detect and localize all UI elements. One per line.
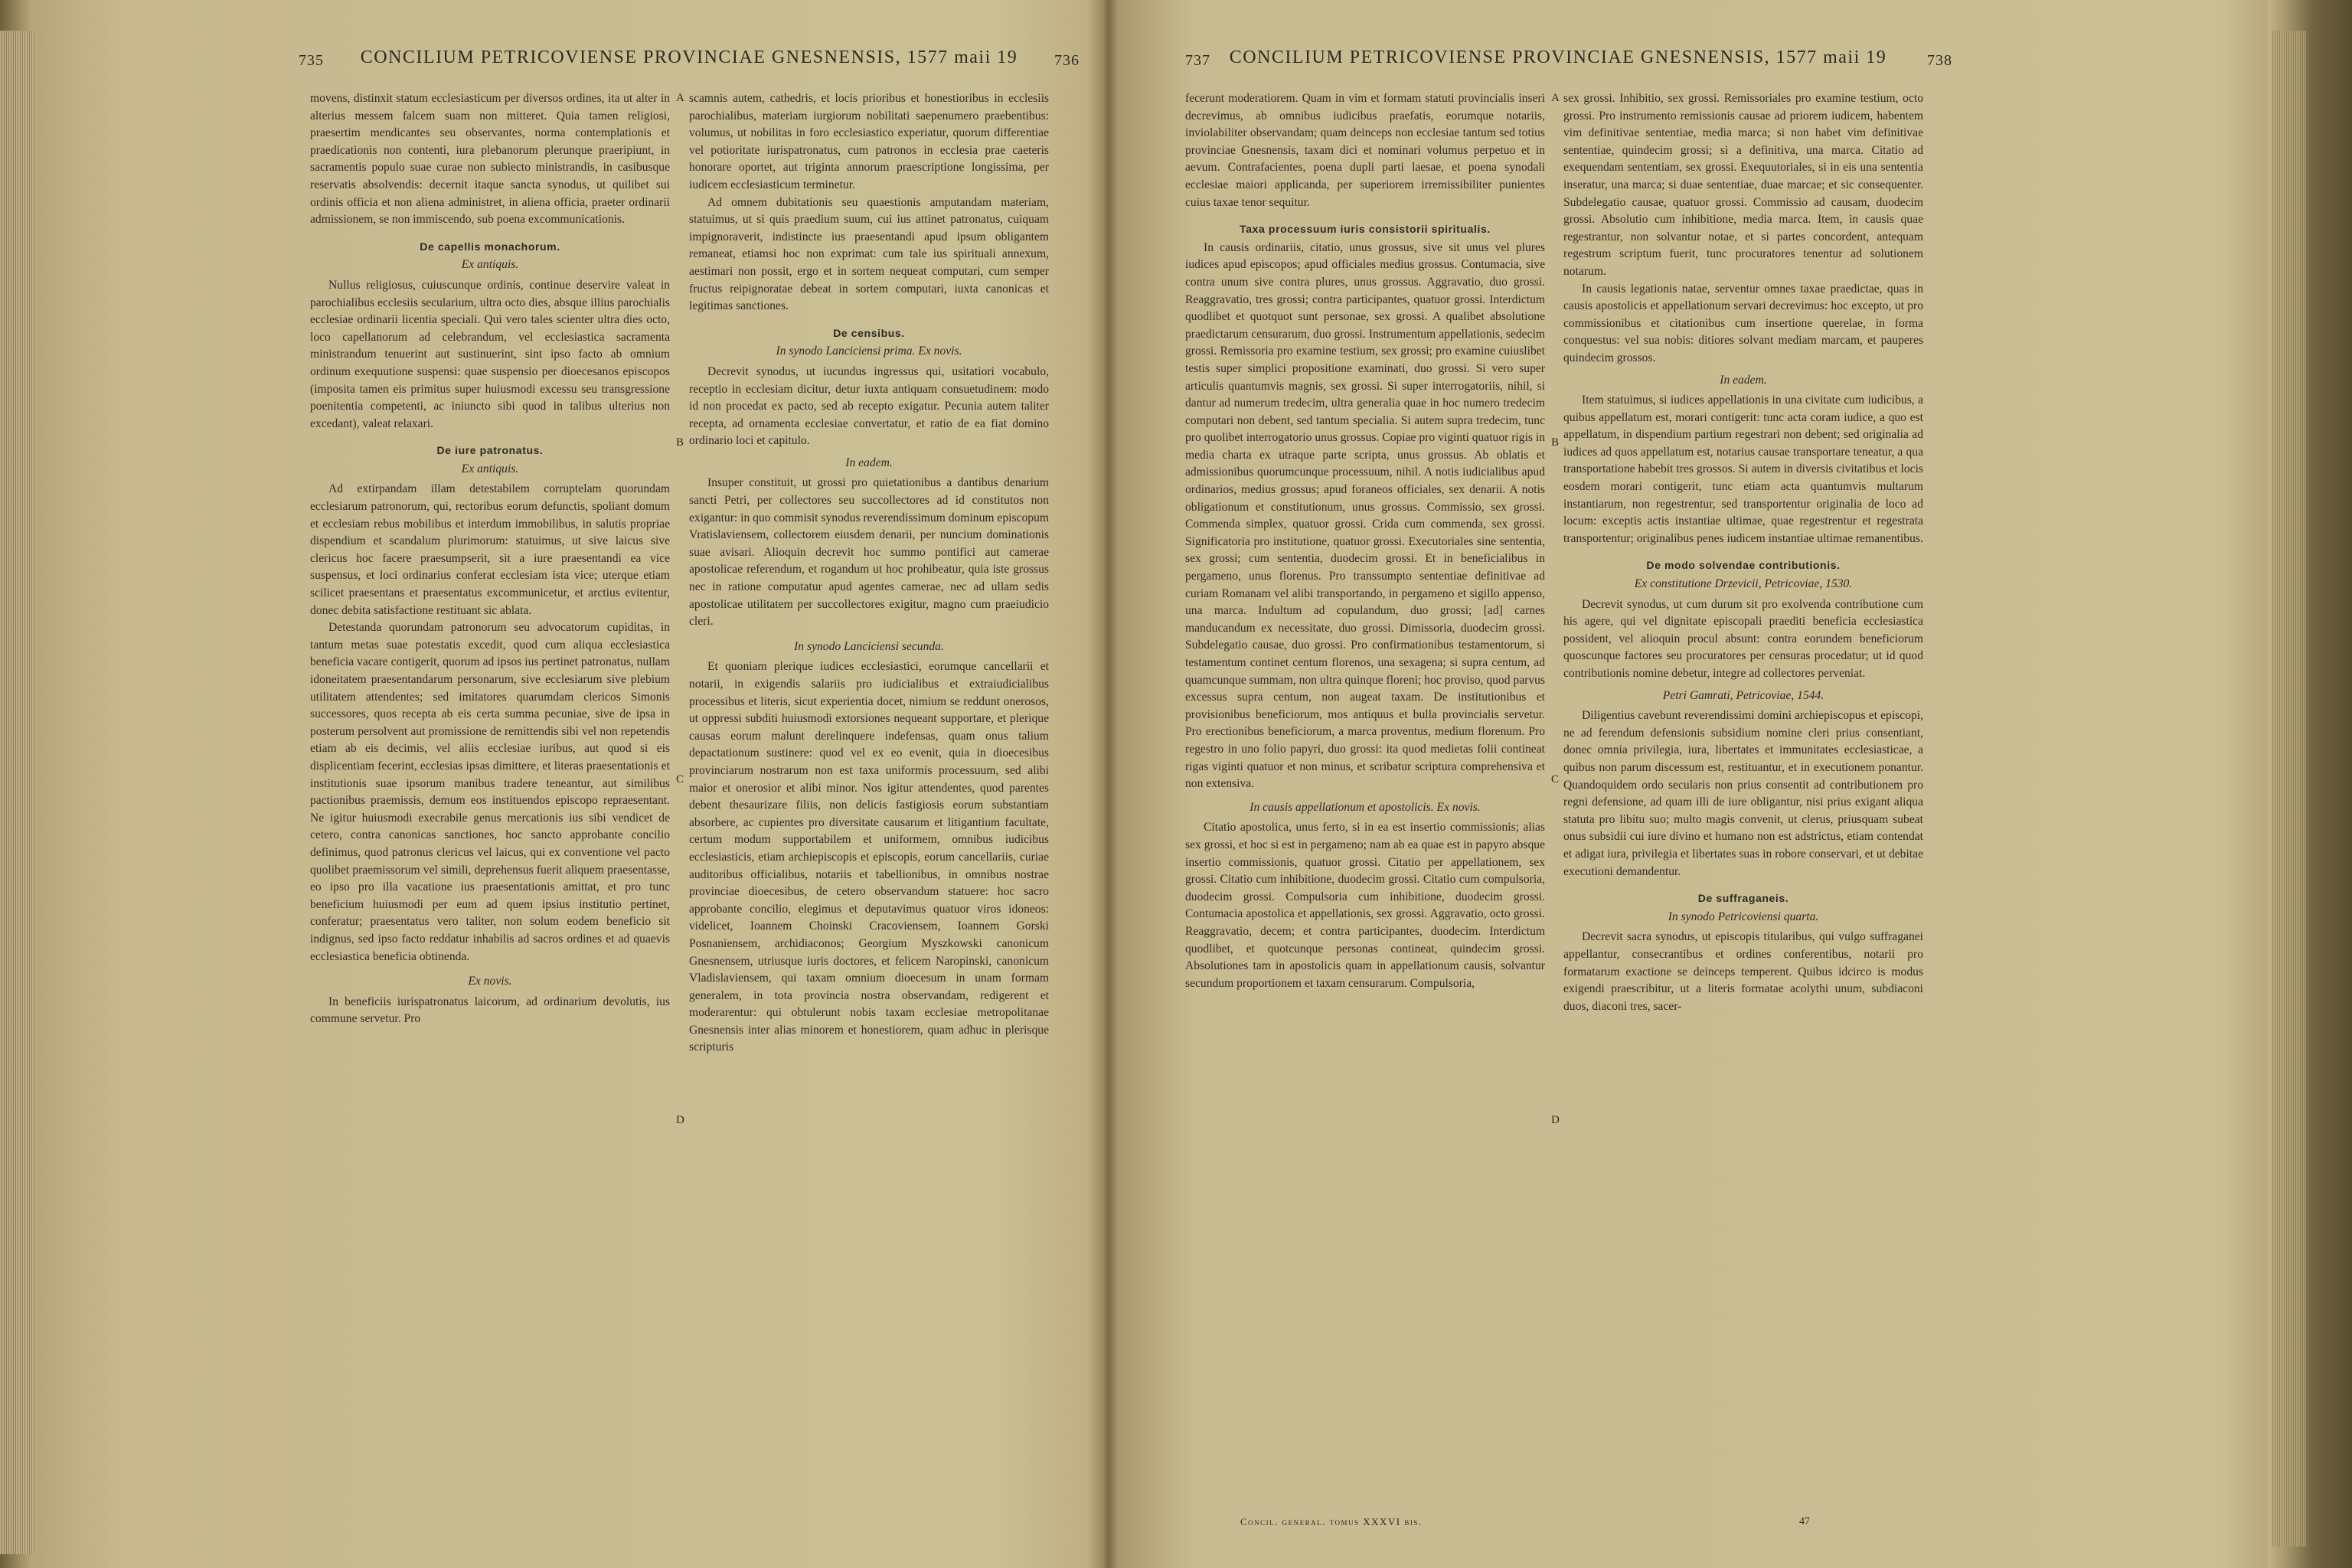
section-source: In causis appellationum et apostolicis. Ex novis. (1250, 800, 1481, 814)
paragraph: Decrevit sacra synodus, ut episcopis titularibus, qui vulgo suffraganei appellantur, consecrantibus et ordines conferentibus, notarii pro formatarum exactione se deinceps temperent. Quibus idcirco is modus exigendi praescribitur, ut a literis formatae acolythi unum, subdiaconi duos, diaconi tres, sacer- (1563, 930, 1923, 1013)
paragraph: Citatio apostolica, unus ferto, si in ea est insertio commissionis; alias sex grossi, et hoc si est in pergameno; nam ab ea quae est in papyro absque insertio commissionis, quatuor grossi. Citatio per appellationem, sex grossi. Citatio cum inhibitione, duodecim grossi. Citatio cum compulsoria, duodecim grossi. Compulsoria cum inhibitione, duodecim grossi. Contumacia apostolica et appellationis, sex grossi. Aggravatio, octo grossi. Reaggravatio, decem; et contra participantes, duodecim. Interdictum quodlibet, et quotcunque personas contineat, quindecim grossi. Absolutiones tam in apostolicis quam in appellationum causis, solvantur secundum proportionem et taxam censurarum. Compulsoria, (1185, 821, 1545, 990)
right-page (1164, 0, 1952, 1568)
section-heading: De modo solvendae contributionis. (1646, 559, 1841, 572)
page-number: 736 (1054, 52, 1080, 69)
section-source: In eadem. (1720, 373, 1767, 387)
left-page-header (299, 47, 1080, 81)
left-page-edges (0, 31, 35, 1554)
paragraph: In beneficiis iurispatronatus laicorum, ad ordinarium devolutis, ius commune servetur. Pro (310, 995, 670, 1026)
paragraph: In causis legationis natae, serventur omnes taxae praedictae, quas in causis apostolicis et appellationum servari decrevimus: hoc excepto, ut pro commissionibus et citationibus cum insertione querelae, in forma conquestus: vel sua nobis: ditiores solvant mediam marcam, et pauperes quindecim grossos. (1563, 282, 1923, 364)
section-heading: De suffraganeis. (1697, 892, 1789, 905)
section-heading: De iure patronatus. (436, 444, 544, 457)
section-source: Ex antiquis. (461, 462, 519, 475)
section-source: Ex antiquis. (461, 258, 519, 272)
footer-sheet-number: 47 (1799, 1516, 1810, 1527)
paragraph: Diligentius cavebunt reverendissimi domini archiepiscopus et episcopi, ne ad ferendum defensionis subsidium nomine cleri prius consentiant, donec omnia privilegia, iura, libertates et immunitates ecclesiasticae, a quibus non parum discessum est, restituantur, et in executionem ponantur. Quandoquidem ordo secularis non prius consentit ad contributionem pro regni defensione, ad quam illi de iure obligantur, nisi prius exigant aliqua statuta pro libitu suo; multo magis convenit, ut clerus, priusquam subeat onus subsidii cui iure divino et humano non est adstrictus, etiam contendat et adigat iura, privilegia et libertates suas in robore conservari, et ut debitae executioni demandentur. (1563, 709, 1923, 878)
running-title: CONCILIUM PETRICOVIENSE PROVINCIAE GNESNENSIS, 1577 maii 19 (360, 47, 1018, 67)
paragraph: Insuper constituit, ut grossi pro quietationibus a dantibus denarium sancti Petri, per collectores seu succollectores ad id constitutos non exigantur: in quo commisit synodus reverendissimum dominum episcopum Vratislaviensem, collectorem eiusdem denarii, per nuncium dominationis suae avisari. Alioquin decrevit hoc summo pontifici aut camerae apostolicae referendum, et rogandum ut hoc prohibeatur, quia iste grossus nec in ratione computatur apud agentes camerae, nec ad ullam sedis apostolicae utilitatem per succollectores exigitur, magno cum praeiudicio cleri. (689, 476, 1049, 629)
section-source: Ex constitutione Drzevicii, Petricoviae, 1530. (1634, 577, 1853, 591)
margin-marker-a: A (676, 92, 684, 104)
running-title: CONCILIUM PETRICOVIENSE PROVINCIAE GNESNENSIS, 1577 maii 19 (1229, 47, 1887, 67)
paragraph: sex grossi. Inhibitio, sex grossi. Remissoriales pro examine testium, octo grossi. Pro instrumento remissionis causae ad priorem iudicem, habentem vim definitivae sententiae, media marca; si non habet vim definitivae sententiae, quindecim grossi; si a definitiva, una marca. Citatio ad exequendam sententiam, sex grossi. Exequutoriales, si in eis una sententia inseratur, una marca; si duae sententiae, duae marcae; et sic consequenter. Subdelegatio causae, quatuor grossi. Commissio ad causam, duodecim grossi. Absolutio cum inhibitione, media marca. Item, in causis quae regestrantur, non solvantur notae, et si partes concordent, antequam regestrum scriptum fuerit, tunc procuratores tenentur ad solutionem notarum. (1563, 92, 1923, 278)
text-column-1 (310, 90, 670, 1028)
section-source: In synodo Lanciciensi secunda. (794, 639, 944, 653)
margin-marker-b: B (676, 436, 684, 449)
section-source: Ex novis. (468, 975, 512, 988)
paragraph: movens, distinxit statum ecclesiasticum per diversos ordines, ita ut alter in alterius messem falcem suam non mitteret. Quia tamen religiosi, praesertim mendicantes seu observantes, norma contemplationis et praedicationis non contenti, iura plebanorum plerunque praeripiunt, in sacramentis populo suae curae non subiecto ministrandis, in casibusque reservatis absolvendis: decernit itaque sancta synodus, ut quilibet sui ordinis officia et non aliena administret, in aliena officia, praeter ordinarii admissionem, se non immiscendo, sub poena excommunicationis. (310, 92, 670, 227)
section-source: In synodo Lanciciensi prima. Ex novis. (776, 345, 962, 358)
text-column-2 (1563, 90, 1923, 1015)
section-heading: De censibus. (833, 326, 905, 339)
paragraph: In causis ordinariis, citatio, unus grossus, sive sit unus vel plures iudices apud episcopos; apud officiales medius grossus. Contumacia, sive contra unum sive contra plures, unus grossus. Aggravatio, duo grossi. Reaggravatio, tres grossi; contra participantes, quatuor grossi. Interdictum quodlibet et quotquot sunt personae, sex grossi. A qualibet absolutione praedictarum censurarum, duo grossi. Instrumentum appellationis, sedecim grossi. Remissoria pro examine testium, sex grossi; pro examine cuiuslibet testis super simplici propositione examinati, duo grossi. Si vero super articulis quantumvis magnis, sex grossi. Si super interrogatoriis, nihil, si dantur ad numerum tredecim, ultra generalia quae in hoc numero tredecim computari non debent, sed tantum specialia. Si autem supra tredecim, tunc pro quolibet interrogatorio unus grossus. Copiae pro viginti quatuor rigis in media charta ex utraque parte scripta, unus grossus. Ab oblatis et admissionibus quorumcunque processuum, nihil. A notis iudicialibus apud ordinarios, medius grossus; apud foraneos officiales, sex denarii. A notis obligationum et constitutionum, unus grossus. Commissio, sex grossi. Commenda simplex, quatuor grossi. Crida cum commenda, sex grossi. Significatoria pro institutione, quatuor grossi. Executoriales sine sententia, sex grossi; cum sententia, duodecim grossi. Et in beneficialibus in pergameno, unus florenus. Pro transsumpto sententiae definitivae ad curiam Romanam vel alibi transportando, in pergameno et sigillo appenso, una marca. Indultum ad copulandum, duo grossi; [ad] carnes manducandum ex necessitate, duo grossi. Dimissoria, duodecim grossi. Subdelegatio causae, duo grossi. Pro confirmationibus testamentorum, si testamentum continet centum florenos, una sexagena; si supra centum, ad quamcunque summam, non ultra quinque floreni; hoc proviso, quod parvus excessus supra centum, non augeat taxam. De institutionibus et provisionibus beneficiorum, mos antiquus et bulla provincialis servetur. Pro erectionibus beneficiorum, a marca proventus, medium florenum. Pro regestro in uno folio papyri, duo grossi: ita quod medietas folii contineat rigas viginti quatuor et non minus, et scribatur scriptura comprehensiva et non extensiva. (1185, 240, 1545, 791)
paragraph: scamnis autem, cathedris, et locis prioribus et honestioribus in ecclesiis parochialibus, materiam iurgiorum nobilitati saepenumero praebentibus: volumus, ut nobilitas in foro ecclesiastico experiatur, quorum differentiae vel potioritate iurispatronatus, cum patronos in ecclesia prae caeteris honorare oportet, aut triginta annorum praescriptione longissima, per iudicem ecclesiasticum terminetur. (689, 92, 1049, 191)
paragraph: Nullus religiosus, cuiuscunque ordinis, continue deservire valeat in parochialibus ecclesiis secularium, ultra octo dies, absque illius parochialis ecclesiae ordinarii licentia speciali. Qui vero tales scienter ultra dies octo, loco capellanorum ad celebrandum, vel ecclesiastica sacramenta ministrandum tenuerint aut sustinuerint, sint ipso facto ab omnium ordinum exequutione suspensi: quae suspensio per dioecesanos episcopos (imposita tamen eis primitus super huiusmodi excessu seu transgressione poenitentia competenti, ac iniuncto sibi quod in talibus ulterius non excedant), valeat relaxari. (310, 278, 670, 430)
margin-marker-d: D (676, 1114, 684, 1126)
section-source: In synodo Petricoviensi quarta. (1668, 910, 1819, 923)
paragraph: Et quoniam plerique iudices ecclesiastici, eorumque cancellarii et notarii, in exigendis salariis pro iudicialibus et extraiudicialibus processibus et literis, sicut experientia docet, nimium se reddunt onerosos, ut oppressi subditi huiusmodi extorsiones nequeant supportare, et plerique causas eorum malunt derelinquere indefensas, quam onus talium depactationum sustinere: quod vel ex eo evenit, quia in dioecesibus provinciarum nostrarum non est taxa uniformis processuum, sed alibi maior et onerosior et alibi minor. Nos igitur attendentes, quod parentes debent thesaurizare filiis, non delicis fastigiosis eorum substantiam absorbere, ac cupientes pro diversitate causarum et litigantium facultate, certum modum supportabilem et uniformem, omnibus iudicibus ecclesiasticis, etiam archiepiscopis et episcopis, eorum cancellariis, curiae auditoribus officialibus, notariis et tabellionibus, in omnibus nostrae provinciae dioecesibus, de cetero observandum statuere: hoc sacro approbante concilio, elegimus et deputavimus quatuor viros idoneos: videlicet, Ioannem Choinski Cracoviensem, Ioannem Gorski Posnaniensem, archidiaconos; Georgium Myszkowski canonicum Gnesnensem, utriusque iuris doctores, et felicem Naropinski, canonicum Vladislaviensem, qui taxam omnium dioecesum in unam formam generalem, in tota provincia nostra observandam, redigerent et moderarentur: qui obtulerunt nobis taxam ecclesiae metropolitanae Gnesnensis inter alias minorem et honestiorem, quam adhuc in plerisque scripturis (689, 660, 1049, 1054)
section-heading: Taxa processuum iuris consistorii spiritualis. (1240, 223, 1491, 236)
left-page (299, 0, 1080, 1568)
margin-marker-c: C (1551, 773, 1560, 786)
page-number: 737 (1185, 52, 1210, 69)
paragraph: Ad extirpandam illam detestabilem corruptelam quorundam ecclesiarum patronorum, qui, rectoribus eorum defunctis, spoliant domum et ecclesiam rebus mobilibus et interdum immobilibus, in salutis propriae dispendium et scandalum plurimorum: statuimus, ut sive laicus sive clericus hoc facere praesumpserit, sit a iure praesentandi ea vice suspensus, et loci ordinarius conferat ecclesiam ista vice; uterque etiam scilicet praesentans et praesentatus excommunicetur, et arctius evitentur, donec debita satisfactione restituant sic ablata. (310, 482, 670, 617)
paragraph: Item statuimus, si iudices appellationis in una civitate cum iudicibus, a quibus appellatum est, morari contigerit: tunc acta coram iudice, a quo est appellatum, in dispendium partium regestrari non debent; sed originalia ad iudices ad quos appellatum est, notarius causae transportare teneatur, a qua transportatione habebit tres grossos. Si autem in diversis civitatibus et locis eosdem morari contigerit, tunc etiam acta quantumvis multarum instantiarum, non regestrentur, sed transportentur originalia de loco ad locum: exceptis actis instantiae ultimae, quae regestrentur et regestrata transportentur; originalibus penes iudicem instantiae ultimae remanentibus. (1563, 394, 1923, 545)
paragraph: Ad omnem dubitationis seu quaestionis amputandam materiam, statuimus, ut si quis praedium suum, cui ius attinet patronatus, cuiquam impignoraverit, indistincte ius praesentandi apud ipsum obligantem remaneat, etiamsi hoc non exprimat: cum tale ius spirituali annexum, aestimari non possit, ergo et in sortem nequeat computari, cum semper fructus reipignoratae debeat in sortem computari, iuxta canonicas et legitimas sanctiones. (689, 195, 1049, 313)
section-source: In eadem. (845, 456, 893, 469)
margin-marker-b: B (1551, 436, 1560, 449)
margin-marker-c: C (676, 773, 684, 786)
page-number: 735 (299, 52, 324, 69)
text-column-2 (689, 90, 1049, 1057)
right-page-edges (2271, 31, 2306, 1547)
text-column-1 (1185, 90, 1545, 992)
page-number: 738 (1927, 52, 1952, 69)
right-page-header (1164, 47, 1952, 81)
section-heading: De capellis monachorum. (420, 240, 560, 253)
paragraph: Decrevit synodus, ut cum durum sit pro exolvenda contributione cum his agere, qui vel dignitate episcopali praediti beneficia ecclesiastica possident, vel alioquin procul absunt: contra eorundem beneficiorum quoscunque factores seu procuratores per censuras procedatur; ut id quod contributionis nomine debetur, integre ad collectores perveniat. (1563, 597, 1923, 680)
paragraph: Detestanda quorundam patronorum seu advocatorum cupiditas, in tantum metas suae potestatis excedit, quod cum aliqua ecclesiastica beneficia vacare contigerit, quorum ad ipsos ius pertinet patronatus, nullam idoneitatem praesentandarum personarum, sive ecclesiarum sive plebium utilitatem attendentes; sed imitatores quarumdam clericos Simonis successores, quos recepta ab eis certa summa pecuniae, sive de ipsa in posterum persolvent aut promissione de remittendis sibi vel non repetendis etiam ab eis decimis, vel aliis ecclesiae iuribus, aut quod si eis displicentiam fecerint, ecclesias ipsas dimittere, et literas praesentationis et institutionis suae ipsorum manibus tradere teneantur, aut similibus pactionibus praemissis, demum eos instituendos episcopo repraesentant. Ne igitur huiusmodi execrabile genus mercationis ius sibi vendicet de cetero, contra canonicas sanctiones, hoc sancto approbante concilio definimus, quod patronus clericus vel laicus, qui ex conventione vel pacto quolibet praemissorum vel simili, deprehensus fuerit aliquem praesentasse, eo ipso pro illa vacatione ius praesentationis amittat, et pro tunc beneficium huiusmodi per eum ad quem ipsius institutio pertinet, conferatur; praesentatus vero taliter, non solum eodem beneficio sit indignus, sed ipso facto reddatur inhabilis ad sacros ordines et ad quaevis ecclesiastica beneficia obtinenda. (310, 621, 670, 963)
margin-marker-a: A (1551, 92, 1560, 104)
paragraph: Decrevit synodus, ut iucundus ingressus qui, usitatiori vocabulo, receptio in ecclesiam dicitur, detur iuxta antiquam consuetudinem: modo id non procedat ex pacto, sed ab recepto exigatur. Pecunia autem taliter recepta, ad ornamenta ecclesiae convertatur, et ratio de ea fiat domino ordinario loci et capitulo. (689, 364, 1049, 448)
paragraph: fecerunt moderatiorem. Quam in vim et formam statuti provincialis inseri decrevimus, ab omnibus iudicibus praefatis, eorumque notariis, inviolabiliter observandam; quam deinceps non ecclesiae tantum sed totius provinciae Gnesnensis, taxam dici et nominari volumus perpetuo et in aevum. Contrafacientes, poena dupli parti laesae, et poena synodali ecclesiae maiori applicanda, per superiorem irremissibiliter punientes cuius taxae tenor sequitur. (1185, 92, 1545, 209)
footer-signature: Concil. general. tomus XXXVI bis. (1240, 1516, 1423, 1527)
section-source: Petri Gamrati, Petricoviae, 1544. (1662, 688, 1824, 702)
margin-marker-d: D (1551, 1114, 1560, 1126)
